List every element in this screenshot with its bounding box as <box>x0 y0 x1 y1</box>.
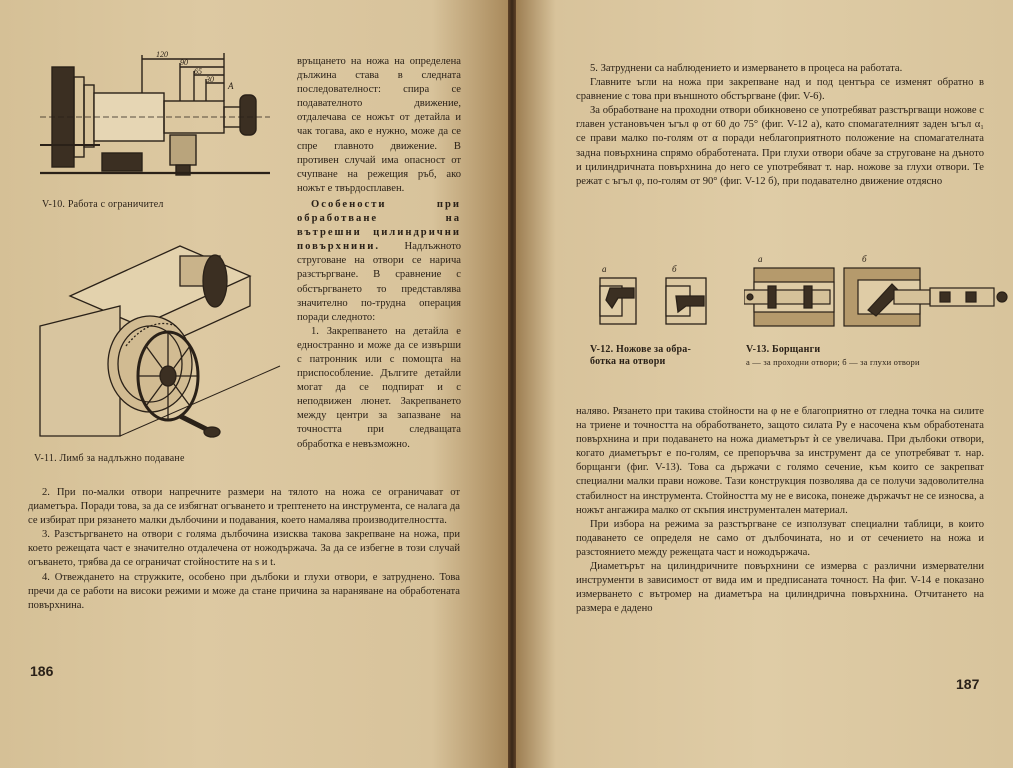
right-page-bottom-text <box>576 405 984 616</box>
right-page <box>516 0 1013 768</box>
figure-v12-caption-line2: ботка на отвори <box>590 356 666 367</box>
section-heading-rest: Надлъжното струговане на отвори се нарича разстъргване. В сравнение с обстъргването то представлява значително по-трудна операция поради следното: <box>297 241 461 323</box>
figure-v12-label-a: а <box>602 264 607 274</box>
figure-v12-label-b: б <box>672 264 677 274</box>
figure-v12-caption <box>590 344 691 368</box>
paragraph: Главните ъгли на ножа при закрепване над и под центъра се изменят обратно в сравнение с това при външното обстъргване (фиг. V-6). <box>576 77 984 103</box>
right-page-top-text <box>576 62 984 189</box>
left-page-text-column <box>297 55 461 452</box>
figure-v10-label-a: А <box>228 81 234 91</box>
figure-v13-caption-line2: а — за проходни отвори; б — за глухи отвори <box>746 357 920 367</box>
list-item-3: 3. Разстъргването на отвори с голяма дълбочина изисква такова закрепване на ножа, при което режещата част е значително отдалечена от ножодържача. За да се избегне в този случай огъването, трябва да се ограничат стойностите на s и t. <box>28 529 460 569</box>
figure-v10-drawing <box>40 45 270 195</box>
paragraph: наляво. Рязането при такива стойности на φ не е благоприятно от гледна точка на силите на триене и точността на обработването, защото силата Py е насочена към обработената повърхнина и при подаването на ножа диаметърът ѝ се увеличава. При дълбоки отвори, когато диаметърът е по-голям, се препоръчва за инструмент да се употребяват т. нар. борщанги (фиг. V-13). Това са държачи с голямо сечение, към които се закрепват специални малки прави ножове. Тази конструкция позволява да се получи задоволителна стабилност на инструмента. Стойността му не е висока, понеже държачът не се износва, а ножът ангажира малко от скъпия инструментален материал. <box>576 406 984 516</box>
page-number-left: 186 <box>30 663 54 679</box>
list-item-2: 2. При по-малки отвори напречните размери на тялото на ножа се ограничават от диаметъра. Поради това, за да се избягнат огъването и трептенето на инструмента, се налага да се избират при рязането малки дълбочини и подавания, което намалява производителността. <box>28 487 460 527</box>
figure-v10-dim-65: 65 <box>194 67 202 76</box>
figure-v10-caption: V-10. Работа с ограничител <box>42 199 164 210</box>
figure-v13-caption-line1: V-13. Борщанги <box>746 344 821 355</box>
section-heading: Особености при обработване на вътрешни цилиндрични повърхнини. <box>297 198 461 253</box>
figure-v10-dim-90: 90 <box>180 58 188 67</box>
list-item-1: 1. Закрепването на детайла е едностранно и може да се извърши с патронник или с помощта на приспособление. Дългите детайли могат да се подпират и с неподвижен люнет. Закрепването между центри за запазване на точността при следващата обработка е невъзможно. <box>297 325 461 450</box>
list-item-5: 5. Затруднени са наблюдението и измерването в процеса на работата. <box>590 63 903 74</box>
figure-v12-drawing <box>588 256 728 336</box>
left-page-bottom-text <box>28 486 460 613</box>
paragraph: Диаметърът на цилиндричните повърхнини се измерва с различни измервателни инструменти в зависимост от вида им и предписаната точност. На фиг. V-14 е показано измерването с вътромер на диаметъра на цилиндрична повърхнина. Отчитането на размера е дадено <box>576 561 984 615</box>
figure-v11-caption: V-11. Лимб за надлъжно подаване <box>34 453 185 464</box>
section-paragraph <box>297 198 461 325</box>
figure-v13-label-b: б <box>862 254 867 264</box>
paragraph: връщането на ножа на определена дължина става в следната последователност: спира се подавателното движение, отдалечава се ножът от детайла и чак тогава, ако е нужно, може да се спре главното движение. В противен случай има опасност от счупване на режещия ръб, ако ножът е твърдосплавен. <box>297 56 461 194</box>
figure-v13-drawing <box>744 250 1012 340</box>
figure-v11-drawing <box>30 236 285 451</box>
figure-v13-label-a: а <box>758 254 763 264</box>
page-number-right: 187 <box>956 676 980 692</box>
list-item-4: 4. Отвеждането на стружките, особено при дълбоки и глухи отвори, е затруднено. Това пречи да се работи на високи режими и може да стане причина за нараняване на обработената повърхнина. <box>28 571 460 611</box>
paragraph: При избора на режима за разстъргване се използуват специални таблици, в които подаването се определя не само от дълбочината, но и от сечението на ножа и разстоянието между режещата част и ножодържача. <box>576 518 984 558</box>
figure-v10-dim-120: 120 <box>156 50 168 59</box>
figure-v12-caption-line1: V-12. Ножове за обра- <box>590 344 692 355</box>
book-gutter <box>508 0 516 768</box>
figure-v13-caption <box>746 344 920 368</box>
figure-v10-dim-30: 30 <box>206 75 214 84</box>
paragraph: За обработване на проходни отвори обикновено се употребяват разстъргващи ножове с главен установъчен ъгъл φ от 60 до 75° (фиг. V-12 а), като спомагателният заден ъгъл α₁ се прави малко по-голям от α поради неблагоприятното положение на спомагателната задна повърхнина спрямо обработената. При глухи отвори обаче за струговане на дъното и цилиндричната повърхнина до него се употребяват т. нар. ножове за глухи отвори. Те режат с ъгъл φ, по-голям от 90° (фиг. V-12 б), при подавателно движение отдясно <box>576 105 984 187</box>
